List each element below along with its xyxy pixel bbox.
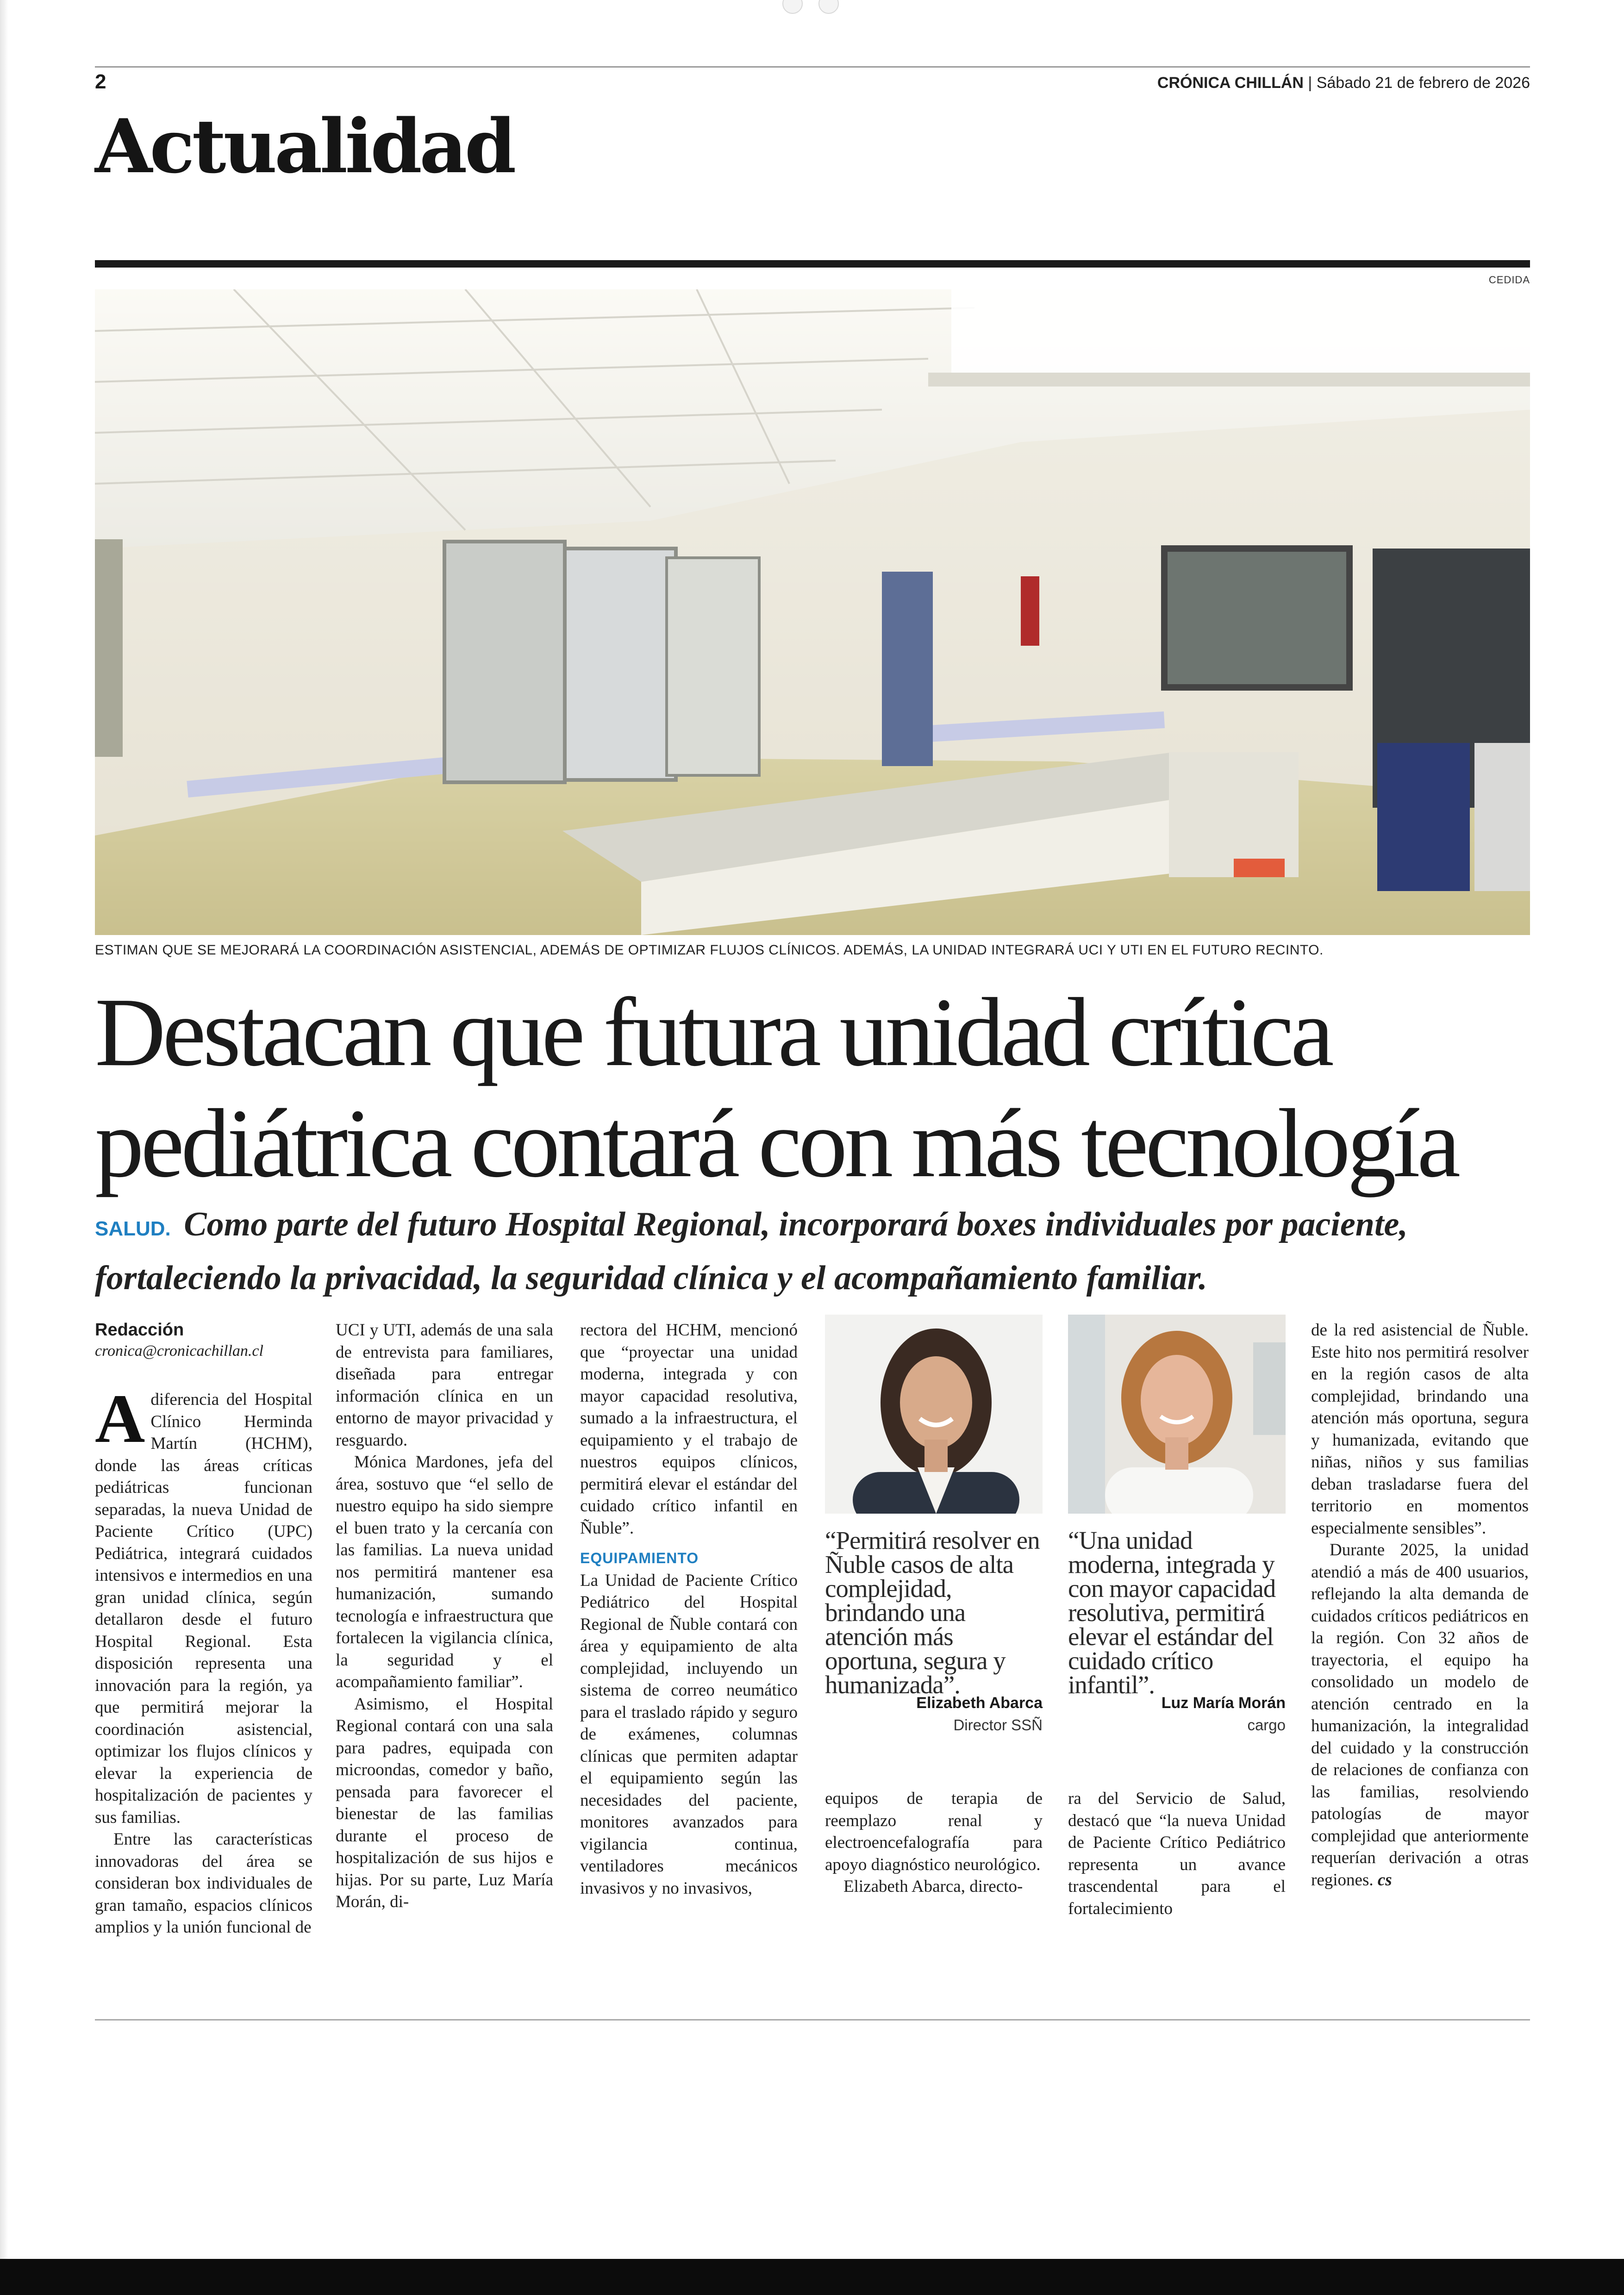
paragraph-text: Durante 2025, la unidad atendió a más de 400 usuarios, reflejando la alta demanda de cuidados críticos pediátricos en la región. Con 32 años de trayectoria, el equipo ha consolidado un modelo de atención centrado en la humanización, la integralidad del cuidado y la construcción de relaciones de confianza con las familias, resolviendo patologías de mayor complejidad que anteriormente requerían derivación a otras regiones.	[1311, 1540, 1529, 1890]
prev-page-icon[interactable]	[782, 0, 803, 14]
article-paragraph: de la red asistencial de Ñuble. Este hito nos permitirá resolver en la región casos de alta complejidad, brindando una atención más oportuna, segura y humanizada, evitando que niñas, niños y sus familias deban trasladarse fuera del territorio en momentos especialmente sensibles”.	[1311, 1321, 1529, 1538]
headline-line-1: Destacan que futura unidad crítica	[95, 978, 1331, 1086]
dropcap: A	[95, 1380, 145, 1457]
author-email[interactable]: cronica@cronicachillan.cl	[95, 1342, 263, 1360]
article-paragraph: Mónica Mardones, jefa del área, sostuvo que “el sello de nuestro equipo ha sido siempre el buen trato y la cercanía con las familias. La nueva unidad nos permitirá mantener esa humanización, sumando tecnología e infraestructura que fortalecen la vigilancia clínica, la seguridad y el acompañamiento familiar”.	[336, 1453, 553, 1691]
portrait-elizabeth-abarca	[825, 1315, 1043, 1514]
end-mark-icon: cs	[1377, 1870, 1392, 1890]
section-title: Actualidad	[95, 103, 514, 190]
footer-rule	[95, 2019, 1530, 2021]
article-paragraph: La Unidad de Paciente Crítico Pediátrico del Hospital Regional de Ñuble contará con área y equipamiento de alta complejidad, incluyendo un sistema de correo neumático para el traslado rápido y seguro de exámenes, columnas clínicas que permiten adaptar el equipamiento según las necesidades del paciente, monitores avanzados para vigilancia continua, ventiladores mecánicos invasivos y no invasivos,	[580, 1571, 798, 1898]
page-number: 2	[95, 70, 106, 93]
quote-1-role: Director SSÑ	[953, 1716, 1043, 1734]
article-paragraph: Asimismo, el Hospital Regional contará con una sala para padres, equipada con microondas, comedor y baño, pensada para favorecer el bienestar de las familias durante el proceso de hospitalización de sus hijos e hijas. Por su parte, Luz María Morán, di-	[336, 1694, 553, 1911]
article-paragraph: equipos de terapia de reemplazo renal y electroencefalografía para apoyo diagnóstico neurológico.	[825, 1789, 1043, 1874]
article-column-2	[336, 1319, 553, 1913]
pull-quote-1: “Permitirá resolver en Ñuble casos de alta complejidad, brindando una atención más oportuna, segura y humanizada”.	[825, 1526, 1040, 1699]
article-paragraph: ra del Servicio de Salud, destacó que “la nueva Unidad de Paciente Crítico Pediátrico representa un avance trascendental para el fortalecimiento	[1068, 1789, 1286, 1918]
quote-2-role: cargo	[1247, 1716, 1286, 1734]
next-page-icon[interactable]	[818, 0, 839, 14]
masthead	[1157, 74, 1530, 92]
quote-2-name: Luz María Morán	[1161, 1694, 1286, 1712]
dek-text: Como parte del futuro Hospital Regional, incorporará boxes individuales por paciente, fortaleciendo la privacidad, la seguridad clínica y el acompañamiento familiar.	[95, 1205, 1408, 1297]
author-name: Redacción	[95, 1320, 184, 1340]
article-column-6	[1311, 1319, 1529, 1891]
section-rule	[95, 260, 1530, 268]
article-paragraph: Entre las características innovadoras del área se consideran box individuales de gran tamaño, espacios clínicos amplios y la unión funcional de	[95, 1830, 312, 1937]
article-column-1	[95, 1319, 312, 1939]
hospital-unit-photo	[95, 289, 1530, 935]
publication-name: CRÓNICA CHILLÁN	[1157, 74, 1304, 92]
article-column-5	[1068, 1788, 1286, 1920]
article-paragraph: UCI y UTI, además de una sala de entrevista para familiares, diseñada para entregar información clínica en un entorno de mayor privacidad y resguardo.	[336, 1321, 553, 1450]
headline	[95, 977, 1539, 1199]
headline-line-2: pediátrica contará con más tecnología	[95, 1089, 1458, 1197]
masthead-separator: |	[1308, 74, 1312, 92]
paragraph-text: diferencia del Hospital Clínico Herminda Martín (HCHM), donde las áreas críticas pediátricas funcionan separadas, la nueva Unidad de Paciente Crítico (UPC) Pediátrica, integrará cuidados intensivos e intermedios en una gran unidad clínica, según detallaron desde el futuro Hospital Regional. Esta disposición representa una innovación para la región, ya que permitirá mejorar la coordinación asistencial, optimizar los flujos clínicos y elevar la experiencia de hospitalización de pacientes y sus familias.	[95, 1390, 312, 1827]
dek-kicker: SALUD.	[95, 1217, 171, 1240]
article-paragraph: rectora del HCHM, mencionó que “proyectar una unidad moderna, integrada y con mayor capacidad resolutiva, sumado a la infraestructura, el equipamiento y el trabajo de nuestros equipos clínicos, permitirá elevar el estándar del cuidado crítico infantil en Ñuble”.	[580, 1321, 798, 1538]
photo-caption: ESTIMAN QUE SE MEJORARÁ LA COORDINACIÓN ASISTENCIAL, ADEMÁS DE OPTIMIZAR FLUJOS CLÍNICOS. ADEMÁS, LA UNIDAD INTEGRARÁ UCI Y UTI EN EL FUTURO RECINTO.	[95, 942, 1324, 958]
viewer-footer-bar	[0, 2259, 1624, 2295]
dek	[95, 1200, 1539, 1303]
article-paragraph	[95, 1380, 312, 1828]
portrait-luz-maria-moran	[1068, 1315, 1286, 1514]
photo-credit: CEDIDA	[1488, 274, 1530, 286]
page-edge-shadow	[0, 0, 8, 2259]
page-nav-dots	[782, 0, 839, 14]
subhead-equipamiento: EQUIPAMIENTO	[580, 1550, 699, 1566]
article-column-3	[580, 1319, 798, 1899]
article-paragraph: Elizabeth Abarca, directo-	[843, 1877, 1023, 1896]
article-paragraph	[1311, 1539, 1529, 1891]
publication-date: Sábado 21 de febrero de 2026	[1316, 74, 1530, 92]
quote-1-name: Elizabeth Abarca	[916, 1694, 1043, 1712]
pull-quote-2: “Una unidad moderna, integrada y con mayor capacidad resolutiva, permitirá elevar el estándar del cuidado crítico infantil”.	[1068, 1526, 1276, 1699]
header-rule	[95, 66, 1530, 68]
article-column-4	[825, 1788, 1043, 1898]
